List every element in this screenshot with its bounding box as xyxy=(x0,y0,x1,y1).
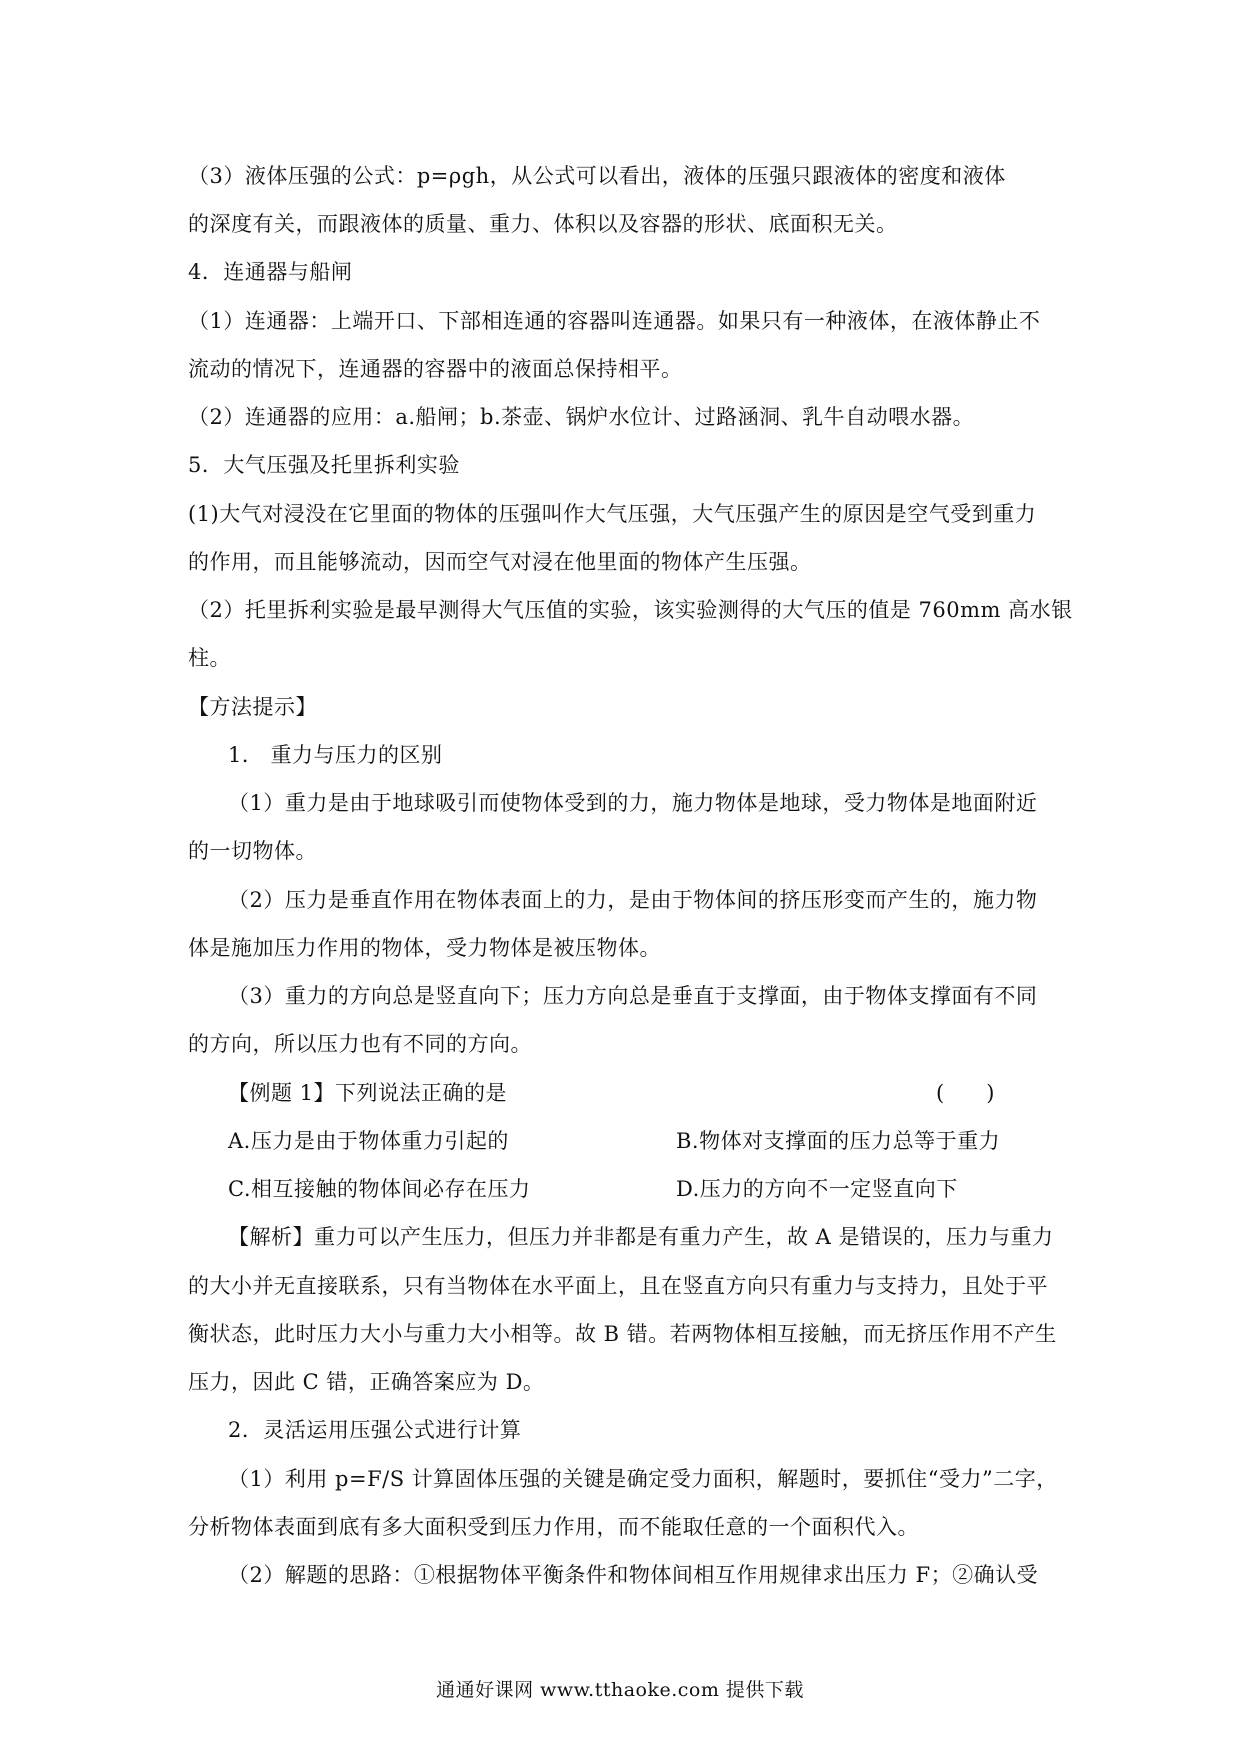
option-d: D.压力的方向不一定竖直向下 xyxy=(676,1177,958,1201)
text-line: 分析物体表面到底有多大面积受到压力作用，而不能取任意的一个面积代入。 xyxy=(188,1515,919,1539)
text-line: (1)大气对浸没在它里面的物体的压强叫作大气压强，大气压强产生的原因是空气受到重力 xyxy=(188,502,1037,526)
text-line: 柱。 xyxy=(188,646,231,670)
text-line: 体是施加压力作用的物体，受力物体是被压物体。 xyxy=(188,936,661,960)
text-line: （2）托里拆利实验是最早测得大气压值的实验，该实验测得的大气压的值是 760mm 高水银 xyxy=(188,598,1073,622)
option-c: C.相互接触的物体间必存在压力 xyxy=(228,1177,531,1201)
text-line: 压力，因此 C 错，正确答案应为 D。 xyxy=(188,1370,545,1394)
text-line: （1）连通器：上端开口、下部相连通的容器叫连通器。如果只有一种液体，在液体静止不 xyxy=(188,309,1041,333)
example-question: 【例题 1】下列说法正确的是 xyxy=(228,1081,508,1105)
section-heading: 5．大气压强及托里拆利实验 xyxy=(188,453,460,477)
text-line: 流动的情况下，连通器的容器中的液面总保持相平。 xyxy=(188,357,683,381)
text-line: 【解析】重力可以产生压力，但压力并非都是有重力产生，故 A 是错误的，压力与重力 xyxy=(228,1225,1054,1249)
text-line: 的深度有关，而跟液体的质量、重力、体积以及容器的形状、底面积无关。 xyxy=(188,212,898,236)
text-line: （3）液体压强的公式：p=ρgh，从公式可以看出，液体的压强只跟液体的密度和液体 xyxy=(188,164,1006,188)
text-line: 的大小并无直接联系，只有当物体在水平面上，且在竖直方向只有重力与支持力，且处于平 xyxy=(188,1274,1048,1298)
answer-bracket: ( ) xyxy=(936,1081,995,1105)
subsection-heading: 1． 重力与压力的区别 xyxy=(228,743,443,767)
section-heading: 【方法提示】 xyxy=(188,695,317,719)
section-heading: 4．连通器与船闸 xyxy=(188,260,353,284)
subsection-heading: 2．灵活运用压强公式进行计算 xyxy=(228,1418,522,1442)
text-line: 衡状态，此时压力大小与重力大小相等。故 B 错。若两物体相互接触，而无挤压作用不产生 xyxy=(188,1322,1057,1346)
page-footer: 通通好课网 www.tthaoke.com 提供下载 xyxy=(436,1679,804,1701)
option-a: A.压力是由于物体重力引起的 xyxy=(228,1129,509,1153)
text-line: 的作用，而且能够流动，因而空气对浸在他里面的物体产生压强。 xyxy=(188,550,812,574)
text-line: （2）连通器的应用：a.船闸；b.茶壶、锅炉水位计、过路涵洞、乳牛自动喂水器。 xyxy=(188,405,975,429)
text-line: （2）压力是垂直作用在物体表面上的力，是由于物体间的挤压形变而产生的，施力物 xyxy=(228,888,1038,912)
text-line: （3）重力的方向总是竖直向下；压力方向总是垂直于支撑面，由于物体支撑面有不同 xyxy=(228,984,1038,1008)
option-b: B.物体对支撑面的压力总等于重力 xyxy=(676,1129,1001,1153)
text-line: （1）利用 p=F/S 计算固体压强的关键是确定受力面积，解题时，要抓住“受力”二字， xyxy=(228,1467,1058,1491)
text-line: （2）解题的思路：①根据物体平衡条件和物体间相互作用规律求出压力 F；②确认受 xyxy=(228,1563,1039,1587)
text-line: （1）重力是由于地球吸引而使物体受到的力，施力物体是地球，受力物体是地面附近 xyxy=(228,791,1038,815)
text-line: 的一切物体。 xyxy=(188,839,317,863)
text-line: 的方向，所以压力也有不同的方向。 xyxy=(188,1032,532,1056)
